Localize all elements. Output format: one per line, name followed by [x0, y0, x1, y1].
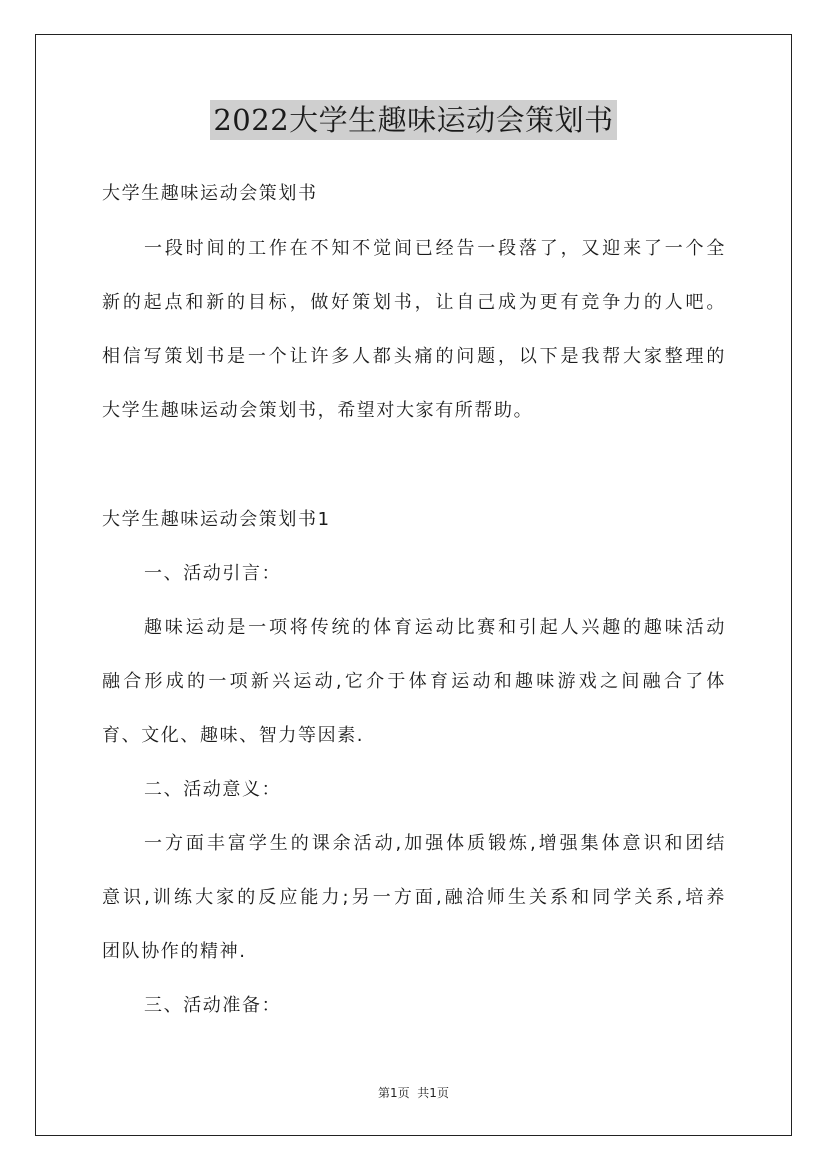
title-block — [0, 100, 827, 140]
heading-significance: 二、活动意义： — [144, 779, 282, 800]
document-title: 2022大学生趣味运动会策划书 — [210, 100, 616, 140]
para2-line-1: 一方面丰富学生的课余活动,加强体质锻炼,增强集体意识和团结 — [144, 833, 726, 854]
para2-line-3: 团队协作的精神. — [102, 941, 247, 962]
para1-line-1: 趣味运动是一项将传统的体育运动比赛和引起人兴趣的趣味活动 — [144, 617, 726, 638]
intro-line-1: 一段时间的工作在不知不觉间已经告一段落了，又迎来了一个全 — [144, 238, 726, 259]
intro-line-2: 新的起点和新的目标，做好策划书，让自己成为更有竞争力的人吧。 — [102, 292, 726, 313]
intro-line-4: 大学生趣味运动会策划书，希望对大家有所帮助。 — [102, 400, 534, 421]
section-title: 大学生趣味运动会策划书1 — [102, 509, 331, 530]
para1-line-2: 融合形成的一项新兴运动,它介于体育运动和趣味游戏之间融合了体 — [102, 671, 726, 692]
document-subtitle: 大学生趣味运动会策划书 — [102, 183, 318, 204]
para1-line-3: 育、文化、趣味、智力等因素. — [102, 725, 365, 746]
intro-line-3: 相信写策划书是一个让许多人都头痛的问题，以下是我帮大家整理的 — [102, 346, 726, 367]
heading-preparation: 三、活动准备： — [144, 995, 282, 1016]
heading-introduction: 一、活动引言： — [144, 563, 282, 584]
page-number: 第1页 共1页 — [378, 1086, 449, 1100]
para2-line-2: 意识,训练大家的反应能力;另一方面,融洽师生关系和同学关系,培养 — [102, 887, 726, 908]
